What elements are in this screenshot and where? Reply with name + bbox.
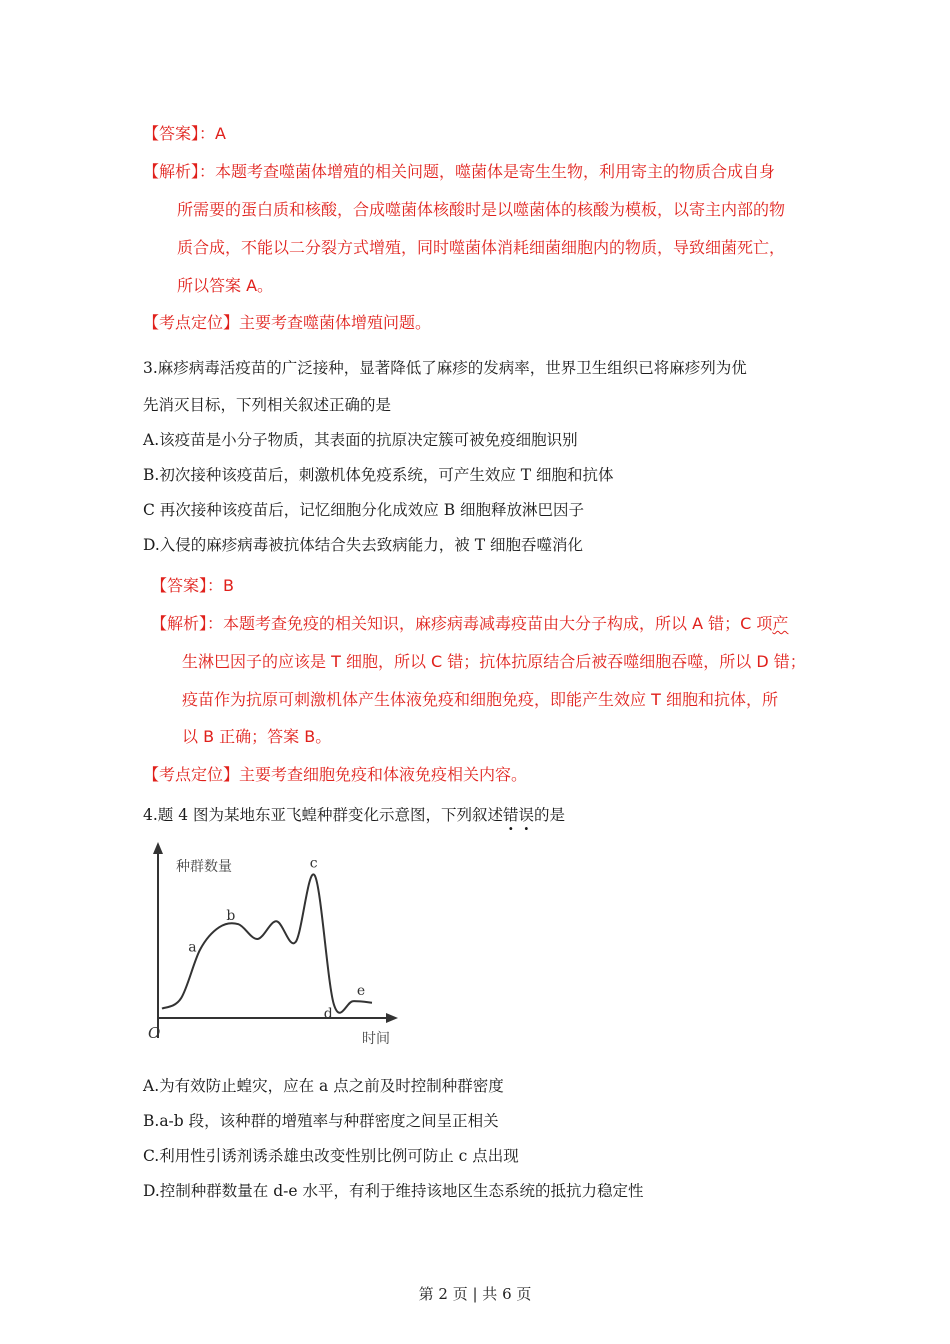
point-label-e: e [356, 983, 366, 1000]
stem-text: 4.题 4 图为某地东亚飞蝗种群变化示意图，下列叙述 [143, 806, 504, 824]
q4-option-c: C.利用性引诱剂诱杀雄虫改变性别比例可防止 c 点出现 [143, 1147, 519, 1165]
stem-emphasis-2: 误 [518, 806, 535, 824]
q3-option-a: A.该疫苗是小分子物质，其表面的抗原决定簇可被免疫细胞识别 [143, 431, 578, 449]
answer-label: 【答案】： [151, 576, 224, 595]
point-label-a: a [188, 939, 197, 956]
origin-label: O [148, 1024, 161, 1042]
q4-option-b: B.a-b 段，该种群的增殖率与种群密度之间呈正相关 [143, 1112, 499, 1130]
q2-answer [143, 121, 226, 144]
analysis-text-wavy: 产 [772, 614, 789, 633]
q4-option-a: A.为有效防止蝗灾，应在 a 点之前及时控制种群密度 [143, 1077, 504, 1095]
y-axis-label: 种群数量 [176, 859, 232, 875]
q2-analysis-line-4: 所以答案 A。 [177, 276, 274, 295]
answer-value: A [215, 124, 226, 143]
y-axis-arrow [153, 842, 163, 854]
answer-value: B [223, 576, 234, 595]
point-labels [188, 855, 365, 1022]
q3-analysis-line-4: 以 B 正确；答案 B。 [182, 727, 332, 746]
analysis-text: 本题考查免疫的相关知识，麻疹病毒减毒疫苗由大分子构成，所以 A 错；C 项 [223, 614, 773, 633]
q3-option-d: D.入侵的麻疹病毒被抗体结合失去致病能力，被 T 细胞吞噬消化 [143, 536, 583, 554]
stem-text-end: 的是 [534, 806, 566, 824]
q3-stem-line-1: 3.麻疹病毒活疫苗的广泛接种，显著降低了麻疹的发病率，世界卫生组织已将麻疹列为优 [143, 359, 747, 377]
q2-analysis-line-2: 所需要的蛋白质和核酸，合成噬菌体核酸时是以噬菌体的核酸为模板，以寄主内部的物 [177, 200, 786, 219]
population-chart [140, 838, 410, 1053]
q2-kaodian: 【考点定位】主要考查噬菌体增殖问题。 [143, 313, 432, 332]
q2-analysis-line-3: 质合成，不能以二分裂方式增殖，同时噬菌体消耗细菌细胞内的物质，导致细菌死亡， [177, 238, 786, 257]
q3-answer [151, 573, 234, 596]
analysis-label: 【解析】： [143, 162, 216, 181]
x-axis-arrow [386, 1013, 398, 1023]
q3-option-c: C 再次接种该疫苗后，记忆细胞分化成效应 B 细胞释放淋巴因子 [143, 501, 585, 519]
point-label-d: d [323, 1006, 333, 1023]
q3-analysis-line-1 [151, 611, 788, 634]
answer-label: 【答案】： [143, 124, 216, 143]
point-label-c: c [309, 855, 318, 872]
page-footer: 第 2 页 | 共 6 页 [418, 1285, 532, 1303]
q3-analysis-line-3: 疫苗作为抗原可刺激机体产生体液免疫和细胞免疫，即能产生效应 T 细胞和抗体，所 [182, 690, 778, 709]
analysis-text: 本题考查噬菌体增殖的相关问题，噬菌体是寄生生物，利用寄主的物质合成自身 [215, 162, 776, 181]
x-axis-label: 时间 [362, 1031, 390, 1047]
point-label-b: b [226, 908, 236, 925]
q3-kaodian: 【考点定位】主要考查细胞免疫和体液免疫相关内容。 [143, 765, 528, 784]
q3-analysis-line-2: 生淋巴因子的应该是 T 细胞，所以 C 错；抗体抗原结合后被吞噬细胞吞噬，所以 D 错； [182, 652, 806, 671]
q4-stem [143, 803, 565, 825]
stem-emphasis-1: 错 [503, 806, 519, 824]
q4-option-d: D.控制种群数量在 d-e 水平，有利于维持该地区生态系统的抵抗力稳定性 [143, 1182, 644, 1200]
q2-analysis-line-1 [143, 159, 775, 182]
q3-option-b: B.初次接种该疫苗后，刺激机体免疫系统，可产生效应 T 细胞和抗体 [143, 466, 614, 484]
analysis-label: 【解析】： [151, 614, 224, 633]
q3-stem-line-2: 先消灭目标，下列相关叙述正确的是 [143, 396, 392, 414]
